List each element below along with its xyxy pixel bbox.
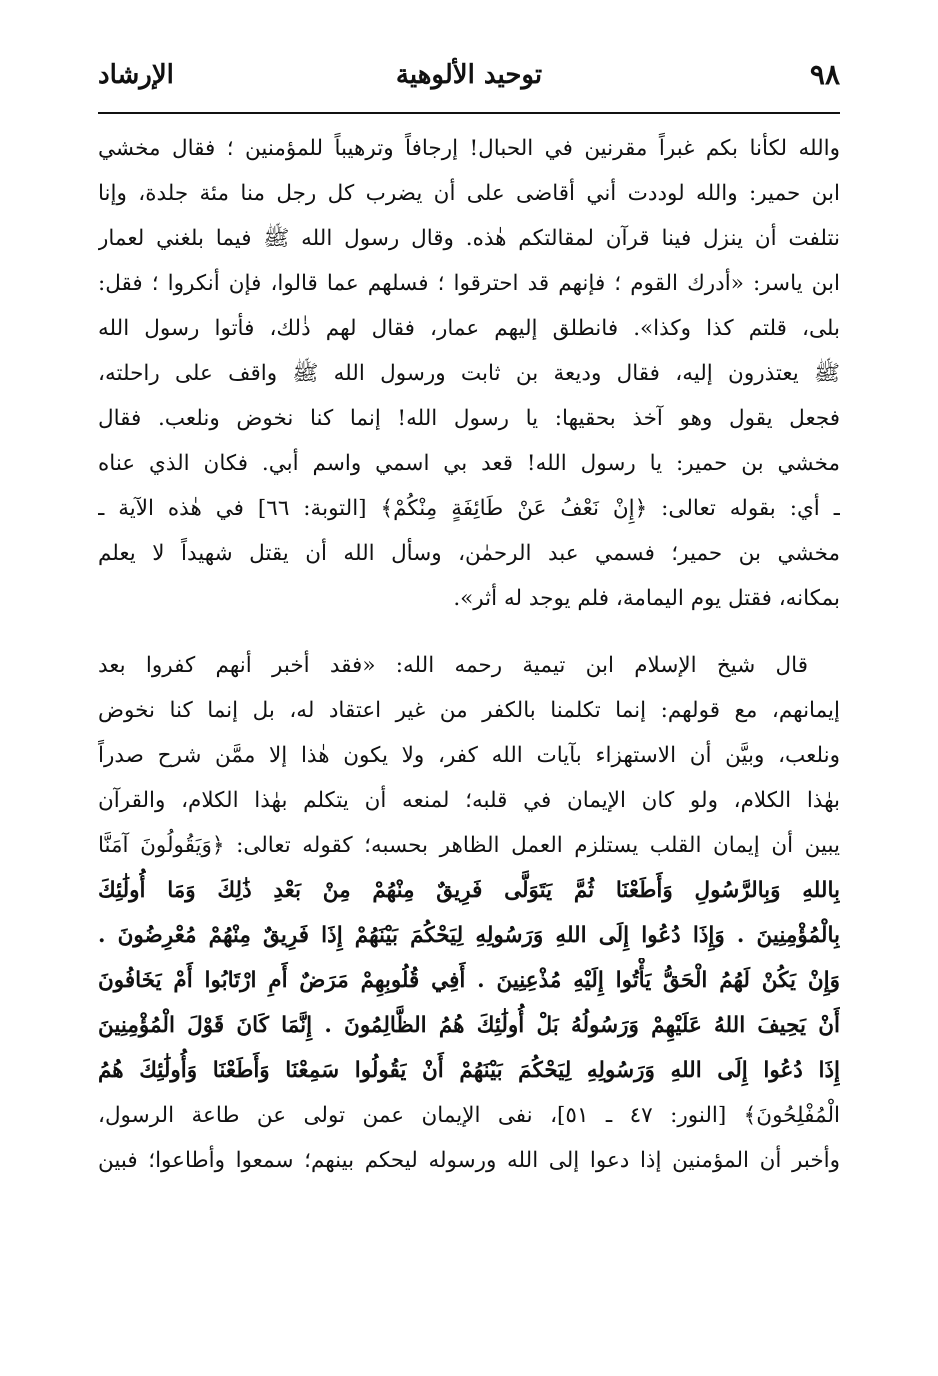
text-line: فجعل يقول وهو آخذ بحقيها: يا رسول الله! إنما كنا نخوض ونلعب. فقال [98,406,840,431]
text-line: بمكانه، فقتل يوم اليمامة، فلم يوجد له أثر». [453,586,840,611]
quran-line: بِاللهِ وَبِالرَّسُولِ وَأَطَعْنَا ثُمَّ يَتَوَلَّى فَرِيقٌ مِنْهُمْ مِنْ بَعْدِ ذَٰلِكَ وَمَا أُولَٰئِكَ [98,878,840,903]
text-line: ونلعب، وبيَّن أن الاستهزاء بآيات الله كفر، ولا يكون هٰذا إلا ممَّن شرح صدراً [98,743,840,768]
text-line: إيمانهم، مع قولهم: إنما تكلمنا بالكفر من غير اعتقاد له، بل إنما كنا نخوض [98,698,840,723]
paragraph [98,126,840,621]
text-line: نتلفت أن ينزل فينا قرآن لمقالتكم هٰذه. وقال رسول الله ﷺ فيما بلغني لعمار [98,226,840,251]
quran-line: بِالْمُؤْمِنِينَ . وَإِذَا دُعُوا إِلَى اللهِ وَرَسُولِهِ لِيَحْكُمَ بَيْنَهُمْ إِذَا فَرِيقٌ مِنْهُمْ مُعْرِضُونَ . [98,923,840,948]
text-line: مخشي بن حمير؛ فسمي عبد الرحمٰن، وسأل الله أن يقتل شهيداً لا يعلم [98,541,840,566]
paragraph [98,643,840,1183]
book-title: الإرشاد [98,60,174,90]
text-line: ـ أي: بقوله تعالى: ﴿إِنْ نَعْفُ عَنْ طَائِفَةٍ مِنْكُمْ﴾ [التوبة: ٦٦] في هٰذه الآية ـ [98,496,840,521]
text-line: قال شيخ الإسلام ابن تيمية رحمه الله: «فقد أخبر أنهم كفروا بعد [98,653,808,678]
quran-line: وَإِنْ يَكُنْ لَهُمُ الْحَقُّ يَأْتُوا إِلَيْهِ مُذْعِنِينَ . أَفِي قُلُوبِهِمْ مَرَضٌ أَمِ ارْتَابُوا أَمْ يَخَافُونَ [98,968,840,993]
page-number: ٩٨ [809,58,840,91]
text-line: بلى، قلتم كذا وكذا». فانطلق إليهم عمار، فقال لهم ذٰلك، فأتوا رسول الله [98,316,840,341]
text-line: الْمُفْلِحُونَ﴾ [النور: ٤٧ ـ ٥١]، نفى الإيمان عمن تولى عن طاعة الرسول، [98,1103,840,1128]
text-line: بهٰذا الكلام، ولو كان الإيمان في قلبه؛ لمنعه أن يتكلم بهٰذا الكلام، والقرآن [98,788,840,813]
text-line: يبين أن إيمان القلب يستلزم العمل الظاهر بحسبه؛ كقوله تعالى: ﴿وَيَقُولُونَ آمَنَّا [98,833,840,858]
text-line: والله لكأنا بكم غبراً مقرنين في الحبال! إرجافاً وترهيباً للمؤمنين ؛ فقال مخشي [98,136,840,161]
text-line: وأخبر أن المؤمنين إذا دعوا إلى الله ورسوله ليحكم بينهم؛ سمعوا وأطاعوا؛ فبين [98,1148,840,1173]
paragraph-gap [98,621,840,643]
page-body [98,126,840,1183]
text-line: ﷺ يعتذرون إليه، فقال وديعة بن ثابت ورسول الله ﷺ واقف على راحلته، [98,361,840,386]
chapter-title: توحيد الألوهية [395,60,543,90]
quran-line: إِذَا دُعُوا إِلَى اللهِ وَرَسُولِهِ لِيَحْكُمَ بَيْنَهُمْ أَنْ يَقُولُوا سَمِعْنَا وَأَطَعْنَا وَأُولَٰئِكَ هُمُ [98,1058,840,1083]
text-line: مخشي بن حمير: يا رسول الله! قعد بي اسمي واسم أبي. فكان الذي عناه [98,451,840,476]
text-line: ابن حمير: والله لوددت أني أقاضى على أن يضرب كل رجل منا مئة جلدة، وإنا [98,181,840,206]
page-header [98,52,840,102]
quran-line: أَنْ يَحِيفَ اللهُ عَلَيْهِمْ وَرَسُولُهُ بَلْ أُولَٰئِكَ هُمُ الظَّالِمُونَ . إِنَّمَا كَانَ قَوْلَ الْمُؤْمِنِينَ [98,1013,840,1038]
header-divider [98,112,840,114]
text-line: ابن ياسر: «أدرك القوم ؛ فإنهم قد احترقوا ؛ فسلهم عما قالوا، فإن أنكروا ؛ فقل: [98,271,840,296]
